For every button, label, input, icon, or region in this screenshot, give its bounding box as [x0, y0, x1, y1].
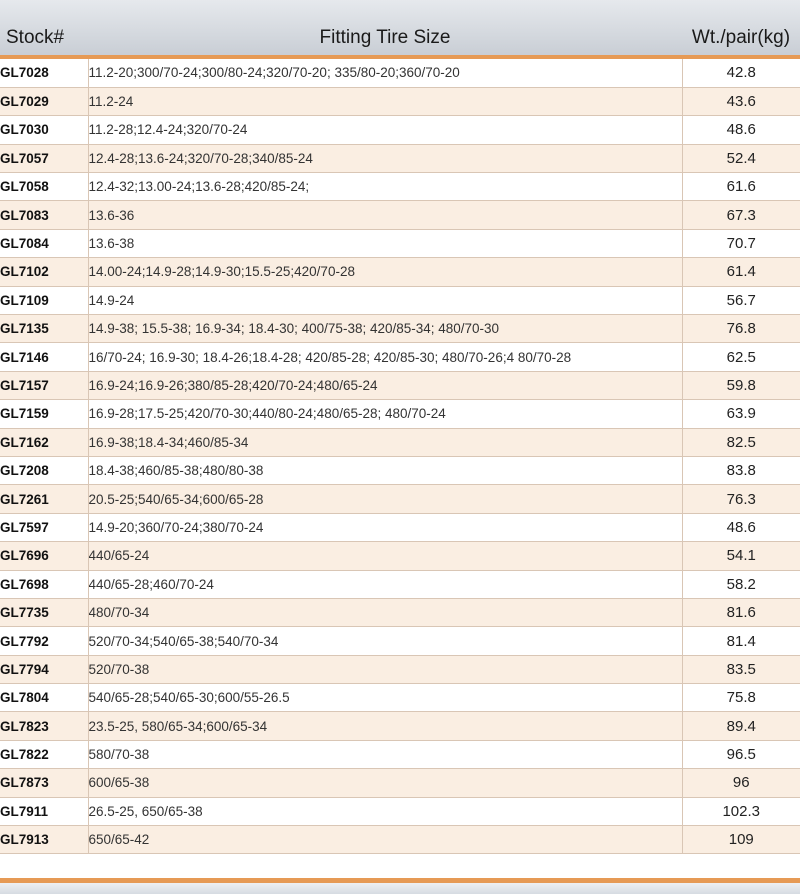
table-row [0, 542, 800, 570]
table-row [0, 116, 800, 144]
table-row [0, 456, 800, 484]
weight-cell: 48.6 [682, 513, 800, 541]
stock-cell: GL7058 [0, 173, 88, 201]
table-row [0, 258, 800, 286]
table-row [0, 513, 800, 541]
fitting-tire-size-cell: 14.00-24;14.9-28;14.9-30;15.5-25;420/70-28 [88, 258, 682, 286]
table-row [0, 570, 800, 598]
table-row [0, 826, 800, 854]
weight-cell: 56.7 [682, 286, 800, 314]
weight-cell: 81.4 [682, 627, 800, 655]
fitting-tire-size-cell: 12.4-28;13.6-24;320/70-28;340/85-24 [88, 144, 682, 172]
weight-cell: 43.6 [682, 87, 800, 115]
table-body [0, 59, 800, 854]
weight-cell: 76.3 [682, 485, 800, 513]
stock-cell: GL7028 [0, 59, 88, 87]
fitting-tire-size-cell: 14.9-24 [88, 286, 682, 314]
fitting-tire-size-cell: 26.5-25, 650/65-38 [88, 797, 682, 825]
stock-cell: GL7029 [0, 87, 88, 115]
fitting-tire-size-cell: 20.5-25;540/65-34;600/65-28 [88, 485, 682, 513]
fitting-tire-size-cell: 440/65-28;460/70-24 [88, 570, 682, 598]
weight-cell: 59.8 [682, 371, 800, 399]
fitting-tire-size-cell: 520/70-38 [88, 655, 682, 683]
weight-cell: 96.5 [682, 740, 800, 768]
table-row [0, 485, 800, 513]
weight-cell: 61.4 [682, 258, 800, 286]
table-row [0, 343, 800, 371]
fitting-tire-size-cell: 13.6-36 [88, 201, 682, 229]
fitting-tire-size-cell: 13.6-38 [88, 229, 682, 257]
header-weight-per-pair: Wt./pair(kg) [691, 27, 791, 48]
stock-cell: GL7146 [0, 343, 88, 371]
fitting-tire-size-cell: 600/65-38 [88, 769, 682, 797]
stock-cell: GL7162 [0, 428, 88, 456]
table-row [0, 201, 800, 229]
stock-cell: GL7109 [0, 286, 88, 314]
weight-cell: 62.5 [682, 343, 800, 371]
fitting-tire-size-cell: 11.2-20;300/70-24;300/80-24;320/70-20; 335/80-20;360/70-20 [88, 59, 682, 87]
stock-cell: GL7873 [0, 769, 88, 797]
table-row [0, 627, 800, 655]
stock-cell: GL7823 [0, 712, 88, 740]
stock-cell: GL7159 [0, 400, 88, 428]
weight-cell: 102.3 [682, 797, 800, 825]
fitting-tire-size-cell: 520/70-34;540/65-38;540/70-34 [88, 627, 682, 655]
header-stock: Stock# [6, 27, 65, 48]
weight-cell: 75.8 [682, 684, 800, 712]
stock-cell: GL7794 [0, 655, 88, 683]
stock-cell: GL7911 [0, 797, 88, 825]
table-row [0, 371, 800, 399]
table-row [0, 769, 800, 797]
stock-cell: GL7261 [0, 485, 88, 513]
tire-size-table [0, 59, 800, 854]
table-row [0, 740, 800, 768]
fitting-tire-size-cell: 540/65-28;540/65-30;600/55-26.5 [88, 684, 682, 712]
fitting-tire-size-cell: 650/65-42 [88, 826, 682, 854]
fitting-tire-size-cell: 23.5-25, 580/65-34;600/65-34 [88, 712, 682, 740]
weight-cell: 58.2 [682, 570, 800, 598]
fitting-tire-size-cell: 14.9-20;360/70-24;380/70-24 [88, 513, 682, 541]
table-header [0, 0, 800, 55]
stock-cell: GL7698 [0, 570, 88, 598]
fitting-tire-size-cell: 480/70-34 [88, 598, 682, 626]
stock-cell: GL7057 [0, 144, 88, 172]
table-row [0, 229, 800, 257]
table-row [0, 712, 800, 740]
stock-cell: GL7696 [0, 542, 88, 570]
table-row [0, 315, 800, 343]
table-row [0, 59, 800, 87]
stock-cell: GL7030 [0, 116, 88, 144]
stock-cell: GL7792 [0, 627, 88, 655]
fitting-tire-size-cell: 16/70-24; 16.9-30; 18.4-26;18.4-28; 420/85-28; 420/85-30; 480/70-26;4 80/70-28 [88, 343, 682, 371]
weight-cell: 61.6 [682, 173, 800, 201]
fitting-tire-size-cell: 16.9-38;18.4-34;460/85-34 [88, 428, 682, 456]
stock-cell: GL7913 [0, 826, 88, 854]
weight-cell: 96 [682, 769, 800, 797]
stock-cell: GL7804 [0, 684, 88, 712]
weight-cell: 63.9 [682, 400, 800, 428]
weight-cell: 82.5 [682, 428, 800, 456]
header-fitting-tire-size: Fitting Tire Size [319, 27, 451, 48]
weight-cell: 109 [682, 826, 800, 854]
weight-cell: 42.8 [682, 59, 800, 87]
table-row [0, 144, 800, 172]
table-row [0, 428, 800, 456]
fitting-tire-size-cell: 14.9-38; 15.5-38; 16.9-34; 18.4-30; 400/75-38; 420/85-34; 480/70-30 [88, 315, 682, 343]
table-row [0, 400, 800, 428]
fitting-tire-size-cell: 440/65-24 [88, 542, 682, 570]
table-row [0, 286, 800, 314]
weight-cell: 70.7 [682, 229, 800, 257]
fitting-tire-size-cell: 18.4-38;460/85-38;480/80-38 [88, 456, 682, 484]
weight-cell: 83.5 [682, 655, 800, 683]
weight-cell: 81.6 [682, 598, 800, 626]
stock-cell: GL7597 [0, 513, 88, 541]
weight-cell: 48.6 [682, 116, 800, 144]
weight-cell: 52.4 [682, 144, 800, 172]
fitting-tire-size-cell: 580/70-38 [88, 740, 682, 768]
stock-cell: GL7822 [0, 740, 88, 768]
table-row [0, 87, 800, 115]
fitting-tire-size-cell: 11.2-28;12.4-24;320/70-24 [88, 116, 682, 144]
stock-cell: GL7157 [0, 371, 88, 399]
fitting-tire-size-cell: 16.9-24;16.9-26;380/85-28;420/70-24;480/65-24 [88, 371, 682, 399]
table-row [0, 173, 800, 201]
fitting-tire-size-cell: 12.4-32;13.00-24;13.6-28;420/85-24; [88, 173, 682, 201]
stock-cell: GL7208 [0, 456, 88, 484]
stock-cell: GL7735 [0, 598, 88, 626]
table-row [0, 598, 800, 626]
fitting-tire-size-cell: 16.9-28;17.5-25;420/70-30;440/80-24;480/65-28; 480/70-24 [88, 400, 682, 428]
weight-cell: 83.8 [682, 456, 800, 484]
footer-strip [0, 883, 800, 894]
stock-cell: GL7084 [0, 229, 88, 257]
table-row [0, 684, 800, 712]
weight-cell: 89.4 [682, 712, 800, 740]
stock-cell: GL7102 [0, 258, 88, 286]
fitting-tire-size-cell: 11.2-24 [88, 87, 682, 115]
weight-cell: 54.1 [682, 542, 800, 570]
table-row [0, 655, 800, 683]
table-row [0, 797, 800, 825]
stock-cell: GL7083 [0, 201, 88, 229]
stock-cell: GL7135 [0, 315, 88, 343]
weight-cell: 67.3 [682, 201, 800, 229]
weight-cell: 76.8 [682, 315, 800, 343]
